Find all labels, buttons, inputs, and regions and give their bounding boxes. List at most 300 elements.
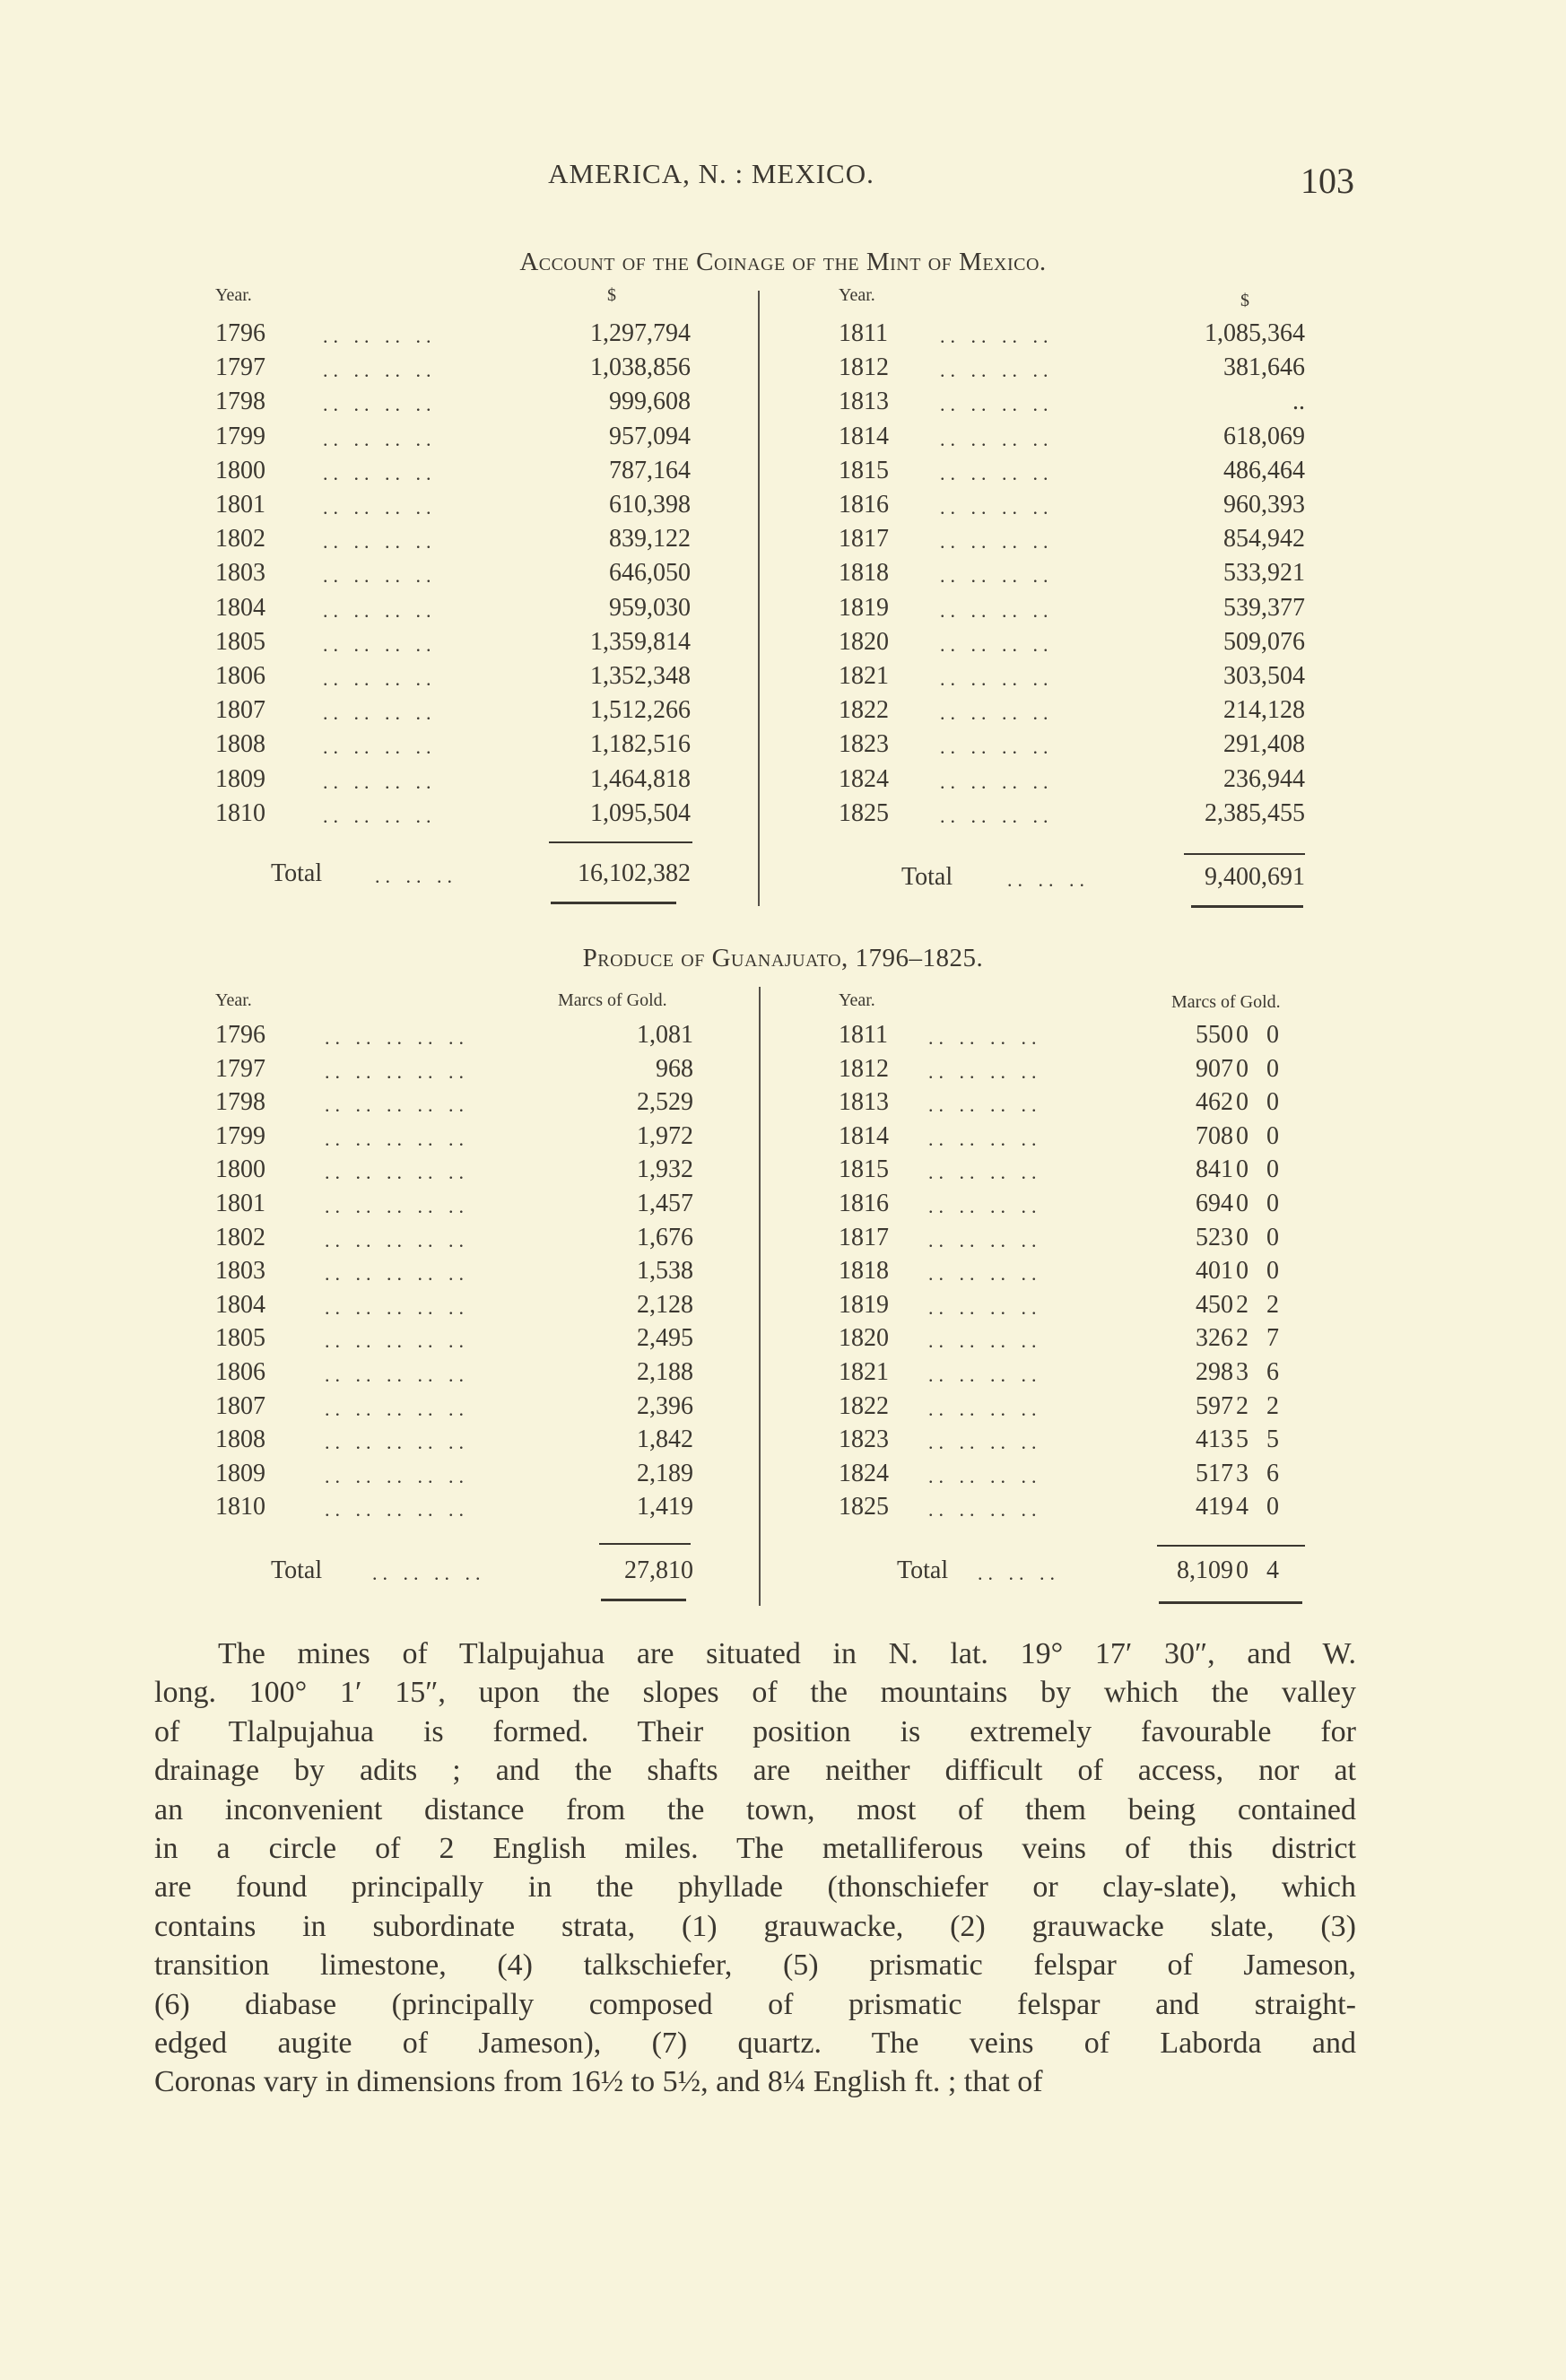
table-row: [215, 1324, 693, 1358]
ounces-cell: 0: [1236, 1088, 1248, 1117]
ounces-cell: 0: [1236, 1054, 1248, 1083]
leader-dots: .. .. .. ..: [928, 1431, 1042, 1454]
total-label: Total: [897, 1556, 949, 1584]
ochavas-cell: 2: [1266, 1290, 1279, 1319]
year-cell: 1822: [839, 1391, 889, 1420]
value-cell: 1,457: [637, 1190, 693, 1217]
table-row: [839, 765, 1305, 799]
year-cell: 1798: [215, 388, 265, 416]
table-row: [839, 594, 1305, 628]
ounces-cell: 4: [1236, 1493, 1248, 1521]
table-row: [839, 1224, 1305, 1258]
value-cell: 1,085,364: [1205, 319, 1305, 347]
ochavas-cell: 0: [1266, 1493, 1279, 1521]
year-cell: 1813: [839, 388, 889, 416]
year-cell: 1817: [839, 525, 889, 554]
year-cell: 1824: [839, 1459, 889, 1487]
value-cell: 2,188: [637, 1358, 693, 1386]
leader-dots: .. .. .. ..: [323, 804, 437, 827]
table-row: [215, 1425, 693, 1460]
year-cell: 1804: [215, 1290, 265, 1319]
ochavas-cell: 0: [1266, 1121, 1279, 1150]
body-paragraph: [154, 1635, 1356, 2102]
table-row: [839, 1190, 1305, 1224]
marcs-cell: 597: [1196, 1391, 1233, 1420]
year-cell: 1808: [215, 1425, 265, 1454]
value-header: $: [1240, 291, 1249, 310]
table-row: [215, 628, 691, 662]
sum-rule: [1184, 853, 1305, 855]
value-cell: 618,069: [1223, 422, 1305, 450]
table-row: [839, 1392, 1305, 1426]
text-line: drainage by adits ; and the shafts are neither difficult of access, nor at: [154, 1754, 1356, 1788]
total-marcs: 8,109: [1177, 1556, 1233, 1584]
leader-dots: .. .. .. ..: [928, 1464, 1042, 1487]
ounces-cell: 3: [1236, 1358, 1248, 1386]
ochavas-cell: 6: [1266, 1459, 1279, 1487]
leader-dots: .. .. .. ..: [323, 393, 437, 416]
value-cell: ..: [1292, 388, 1305, 416]
leader-dots: .. .. .. ..: [940, 770, 1054, 793]
text-line: transition limestone, (4) talkschiefer, (5) prismatic felspar of Jameson,: [154, 1948, 1356, 1983]
leader-dots: .. .. .. .. ..: [325, 1329, 469, 1353]
table-row: [839, 696, 1305, 730]
value-cell: 1,038,856: [590, 353, 691, 382]
table-row: [215, 319, 691, 353]
gold-table-title: Produce of Guanajuato, 1796–1825.: [582, 944, 984, 972]
table-row: [839, 423, 1305, 457]
page-number: 103: [1301, 161, 1354, 201]
year-header: Year.: [839, 990, 875, 1010]
table-row: [839, 388, 1305, 422]
year-cell: 1801: [215, 491, 265, 519]
ounces-cell: 2: [1236, 1324, 1248, 1353]
year-cell: 1818: [839, 1257, 889, 1286]
ochavas-cell: 0: [1266, 1021, 1279, 1049]
year-cell: 1816: [839, 1190, 889, 1217]
table-row: [215, 1021, 693, 1055]
leader-dots: .. .. .. ..: [323, 702, 437, 725]
year-header: Year.: [215, 990, 252, 1010]
total-ochavas: 4: [1266, 1556, 1279, 1584]
value-cell: 2,128: [637, 1290, 693, 1319]
value-cell: 1,095,504: [590, 798, 691, 827]
value-cell: 1,464,818: [590, 764, 691, 793]
total-label: Total: [901, 863, 953, 891]
leader-dots: .. .. ..: [375, 865, 457, 887]
leader-dots: .. .. .. ..: [323, 564, 437, 588]
value-cell: 1,359,814: [590, 627, 691, 656]
leader-dots: .. .. .. .. ..: [325, 1262, 469, 1286]
year-cell: 1799: [215, 422, 265, 450]
table-row: [839, 1021, 1305, 1055]
year-cell: 1802: [215, 525, 265, 554]
total-value: 16,102,382: [578, 859, 691, 887]
year-cell: 1816: [839, 491, 889, 519]
table-row: [215, 1257, 693, 1291]
table-row: [215, 799, 691, 833]
table-row: [839, 730, 1305, 764]
sum-rule: [1157, 1545, 1305, 1547]
ounces-cell: 0: [1236, 1021, 1248, 1049]
leader-dots: .. .. .. .. ..: [325, 1026, 469, 1049]
value-cell: 2,189: [637, 1459, 693, 1487]
leader-dots: .. .. .. ..: [940, 325, 1054, 347]
table-row: [215, 457, 691, 491]
leader-dots: .. .. .. ..: [928, 1059, 1042, 1083]
value-cell: 1,972: [637, 1121, 693, 1150]
table-row: [839, 1493, 1305, 1527]
year-cell: 1825: [839, 1493, 889, 1521]
year-cell: 1796: [215, 319, 265, 347]
leader-dots: .. .. .. ..: [928, 1295, 1042, 1319]
marcs-cell: 841: [1196, 1155, 1233, 1184]
year-cell: 1806: [215, 1358, 265, 1386]
text-line: The mines of Tlalpujahua are situated in N. lat. 19° 17′ 30″, and W.: [218, 1637, 1356, 1670]
value-header: Marcs of Gold.: [558, 990, 667, 1010]
year-cell: 1819: [839, 1290, 889, 1319]
leader-dots: .. .. .. ..: [940, 598, 1054, 622]
table-row: [839, 559, 1305, 593]
leader-dots: .. .. .. ..: [323, 461, 437, 484]
ochavas-cell: 5: [1266, 1425, 1279, 1454]
marcs-cell: 550: [1196, 1021, 1233, 1049]
marcs-cell: 523: [1196, 1223, 1233, 1251]
leader-dots: .. .. .. ..: [928, 1127, 1042, 1150]
value-cell: 1,932: [637, 1155, 693, 1184]
year-cell: 1807: [215, 696, 265, 725]
ochavas-cell: 0: [1266, 1088, 1279, 1117]
ounces-cell: 0: [1236, 1257, 1248, 1286]
value-cell: 381,646: [1223, 353, 1305, 382]
total-row: [215, 859, 691, 894]
leader-dots: .. .. .. ..: [323, 530, 437, 554]
ochavas-cell: 0: [1266, 1257, 1279, 1286]
year-cell: 1812: [839, 353, 889, 382]
leader-dots: .. .. .. ..: [928, 1026, 1042, 1049]
year-cell: 1814: [839, 422, 889, 450]
leader-dots: .. .. .. .. ..: [325, 1464, 469, 1487]
text-line: are found principally in the phyllade (thonschiefer or clay-slate), which: [154, 1870, 1356, 1905]
leader-dots: .. .. .. .. ..: [325, 1059, 469, 1083]
leader-dots: .. .. .. ..: [940, 804, 1054, 827]
leader-dots: .. .. .. .. ..: [325, 1364, 469, 1386]
double-rule: [1159, 1601, 1302, 1604]
leader-dots: .. .. .. .. ..: [325, 1127, 469, 1150]
year-cell: 1796: [215, 1021, 265, 1049]
year-cell: 1825: [839, 798, 889, 827]
leader-dots: .. .. .. ..: [323, 770, 437, 793]
year-cell: 1797: [215, 1054, 265, 1083]
value-cell: 2,495: [637, 1324, 693, 1353]
text-line: long. 100° 1′ 15″, upon the slopes of the mountains by which the valley: [154, 1676, 1356, 1710]
year-cell: 1803: [215, 1257, 265, 1286]
table-row: [839, 1088, 1305, 1122]
table-row: [839, 319, 1305, 353]
running-head: AMERICA, N. : MEXICO.: [548, 158, 874, 189]
value-cell: 303,504: [1223, 662, 1305, 690]
leader-dots: .. .. .. ..: [323, 632, 437, 656]
year-header: Year.: [839, 285, 875, 305]
ounces-cell: 5: [1236, 1425, 1248, 1454]
table-row: [215, 423, 691, 457]
year-cell: 1823: [839, 1425, 889, 1454]
year-cell: 1817: [839, 1223, 889, 1251]
leader-dots: .. .. .. ..: [323, 496, 437, 519]
marcs-cell: 413: [1196, 1425, 1233, 1454]
ounces-cell: 2: [1236, 1290, 1248, 1319]
table-row: [215, 388, 691, 422]
ounces-cell: 0: [1236, 1190, 1248, 1217]
year-cell: 1815: [839, 1155, 889, 1184]
ounces-cell: 0: [1236, 1223, 1248, 1251]
year-cell: 1808: [215, 730, 265, 759]
leader-dots: .. .. .. ..: [940, 393, 1054, 416]
table-row: [215, 765, 691, 799]
value-header: $: [607, 285, 616, 305]
value-cell: 1,081: [637, 1021, 693, 1049]
total-row: [215, 1556, 693, 1591]
table-row: [215, 1460, 693, 1494]
value-cell: 291,408: [1223, 730, 1305, 759]
table-row: [839, 1257, 1305, 1291]
marcs-cell: 462: [1196, 1088, 1233, 1117]
leader-dots: .. .. .. ..: [940, 702, 1054, 725]
value-cell: 1,182,516: [590, 730, 691, 759]
leader-dots: .. .. .. ..: [323, 598, 437, 622]
table-row: [839, 525, 1305, 559]
table-row: [215, 696, 691, 730]
table-row: [215, 525, 691, 559]
table-row: [215, 1224, 693, 1258]
table-row: [839, 353, 1305, 388]
text-line: edged augite of Jameson), (7) quartz. The veins of Laborda and: [154, 2027, 1356, 2061]
year-cell: 1807: [215, 1391, 265, 1420]
value-cell: 1,297,794: [590, 319, 691, 347]
leader-dots: .. .. .. ..: [940, 667, 1054, 690]
table-row: [215, 1088, 693, 1122]
table-row: [215, 1291, 693, 1325]
marcs-cell: 401: [1196, 1257, 1233, 1286]
leader-dots: .. .. .. ..: [928, 1228, 1042, 1251]
table-row: [839, 662, 1305, 696]
table-row: [215, 1493, 693, 1527]
leader-dots: .. .. .. ..: [928, 1094, 1042, 1117]
table-row: [215, 730, 691, 764]
table-row: [215, 1392, 693, 1426]
marcs-cell: 517: [1196, 1459, 1233, 1487]
leader-dots: .. .. .. .. ..: [325, 1228, 469, 1251]
table-row: [839, 1122, 1305, 1156]
year-cell: 1815: [839, 456, 889, 484]
leader-dots: .. .. .. .. ..: [325, 1295, 469, 1319]
year-cell: 1811: [839, 319, 888, 347]
total-value: 9,400,691: [1205, 863, 1305, 891]
leader-dots: .. .. .. ..: [940, 496, 1054, 519]
value-cell: 2,385,455: [1205, 798, 1305, 827]
total-label: Total: [271, 859, 323, 887]
double-rule: [601, 1599, 686, 1601]
leader-dots: .. .. .. ..: [940, 632, 1054, 656]
value-cell: 1,419: [637, 1493, 693, 1521]
leader-dots: .. .. .. .. ..: [325, 1195, 469, 1217]
year-cell: 1805: [215, 1324, 265, 1353]
table-row: [839, 628, 1305, 662]
value-cell: 999,608: [609, 388, 691, 416]
marcs-cell: 298: [1196, 1358, 1233, 1386]
ounces-cell: 0: [1236, 1121, 1248, 1150]
leader-dots: .. .. .. .. ..: [325, 1498, 469, 1521]
value-cell: 839,122: [609, 525, 691, 554]
leader-dots: .. .. .. ..: [928, 1364, 1042, 1386]
leader-dots: .. .. .. ..: [928, 1498, 1042, 1521]
value-cell: 787,164: [609, 456, 691, 484]
table-row: [215, 1122, 693, 1156]
value-cell: 2,529: [637, 1088, 693, 1117]
year-cell: 1803: [215, 559, 265, 588]
column-divider: [759, 987, 761, 1606]
ochavas-cell: 0: [1266, 1223, 1279, 1251]
year-cell: 1812: [839, 1054, 889, 1083]
leader-dots: .. .. .. ..: [928, 1329, 1042, 1353]
text-line: (6) diabase (principally composed of prismatic felspar and straight-: [154, 1987, 1356, 2021]
value-cell: 646,050: [609, 559, 691, 588]
marcs-cell: 694: [1196, 1190, 1233, 1217]
year-cell: 1823: [839, 730, 889, 759]
ochavas-cell: 2: [1266, 1391, 1279, 1420]
year-cell: 1802: [215, 1223, 265, 1251]
ochavas-cell: 0: [1266, 1155, 1279, 1184]
year-cell: 1811: [839, 1021, 888, 1049]
sum-rule: [549, 841, 692, 843]
total-row: [839, 863, 1305, 897]
leader-dots: .. .. .. ..: [323, 359, 437, 382]
year-cell: 1821: [839, 1358, 889, 1386]
value-cell: 539,377: [1223, 593, 1305, 622]
year-cell: 1810: [215, 1493, 265, 1521]
leader-dots: .. .. .. ..: [323, 325, 437, 347]
year-header: Year.: [215, 285, 252, 305]
year-cell: 1798: [215, 1088, 265, 1117]
leader-dots: .. .. ..: [1007, 868, 1090, 891]
marcs-cell: 907: [1196, 1054, 1233, 1083]
year-cell: 1809: [215, 764, 265, 793]
year-cell: 1824: [839, 764, 889, 793]
year-cell: 1805: [215, 627, 265, 656]
ounces-cell: 3: [1236, 1459, 1248, 1487]
value-cell: 610,398: [609, 491, 691, 519]
value-cell: 1,512,266: [590, 696, 691, 725]
year-cell: 1820: [839, 1324, 889, 1353]
leader-dots: .. .. .. .. ..: [325, 1161, 469, 1184]
year-cell: 1818: [839, 559, 889, 588]
marcs-cell: 708: [1196, 1121, 1233, 1150]
table-row: [215, 353, 691, 388]
table-row: [839, 1324, 1305, 1358]
coinage-table-title: Account of the Coinage of the Mint of Mexico.: [519, 248, 1047, 276]
leader-dots: .. .. .. ..: [940, 461, 1054, 484]
value-cell: 960,393: [1223, 491, 1305, 519]
leader-dots: .. .. .. ..: [323, 427, 437, 450]
value-cell: 1,538: [637, 1257, 693, 1286]
year-cell: 1804: [215, 593, 265, 622]
table-row: [215, 559, 691, 593]
value-cell: 509,076: [1223, 627, 1305, 656]
year-cell: 1801: [215, 1190, 265, 1217]
value-cell: 1,352,348: [590, 662, 691, 690]
value-cell: 1,676: [637, 1223, 693, 1251]
value-cell: 2,396: [637, 1391, 693, 1420]
leader-dots: .. .. .. .. ..: [325, 1094, 469, 1117]
text-line: of Tlalpujahua is formed. Their position is extremely favourable for: [154, 1714, 1356, 1748]
text-line: contains in subordinate strata, (1) grauwacke, (2) grauwacke slate, (3): [154, 1909, 1356, 1943]
table-row: [839, 1460, 1305, 1494]
table-row: [839, 491, 1305, 525]
leader-dots: .. .. .. ..: [940, 359, 1054, 382]
leader-dots: .. .. .. ..: [940, 736, 1054, 759]
marcs-cell: 450: [1196, 1290, 1233, 1319]
value-cell: 214,128: [1223, 696, 1305, 725]
table-row: [215, 1055, 693, 1089]
table-row: [215, 594, 691, 628]
table-row: [839, 799, 1305, 833]
year-cell: 1821: [839, 662, 889, 690]
leader-dots: .. .. .. ..: [940, 564, 1054, 588]
total-value: 27,810: [624, 1556, 693, 1584]
value-cell: 486,464: [1223, 456, 1305, 484]
year-cell: 1810: [215, 798, 265, 827]
table-row: [215, 1190, 693, 1224]
table-row: [839, 1291, 1305, 1325]
total-label: Total: [271, 1556, 323, 1584]
total-row: [839, 1556, 1305, 1591]
ounces-cell: 0: [1236, 1155, 1248, 1184]
leader-dots: .. .. .. ..: [323, 736, 437, 759]
leader-dots: .. .. .. .. ..: [325, 1397, 469, 1420]
leader-dots: .. .. .. ..: [940, 427, 1054, 450]
table-row: [215, 662, 691, 696]
sum-rule: [599, 1543, 691, 1545]
text-line: Coronas vary in dimensions from 16½ to 5½, and 8¼ English ft. ; that of: [154, 2065, 1043, 2099]
total-ounces: 0: [1236, 1556, 1248, 1584]
double-rule: [551, 902, 676, 904]
leader-dots: .. .. .. ..: [928, 1397, 1042, 1420]
value-cell: 959,030: [609, 593, 691, 622]
year-cell: 1822: [839, 696, 889, 725]
table-row: [215, 491, 691, 525]
leader-dots: .. .. .. ..: [372, 1562, 486, 1584]
value-cell: 957,094: [609, 422, 691, 450]
year-cell: 1797: [215, 353, 265, 382]
table-row: [839, 457, 1305, 491]
marcs-cell: 326: [1196, 1324, 1233, 1353]
marcs-cell: 419: [1196, 1493, 1233, 1521]
year-cell: 1800: [215, 1155, 265, 1184]
year-cell: 1800: [215, 456, 265, 484]
leader-dots: .. .. .. ..: [928, 1195, 1042, 1217]
value-cell: 236,944: [1223, 764, 1305, 793]
leader-dots: .. .. .. ..: [940, 530, 1054, 554]
table-row: [839, 1055, 1305, 1089]
table-row: [215, 1155, 693, 1190]
year-cell: 1814: [839, 1121, 889, 1150]
year-cell: 1799: [215, 1121, 265, 1150]
text-line: in a circle of 2 English miles. The metalliferous veins of this district: [154, 1832, 1356, 1866]
year-cell: 1809: [215, 1459, 265, 1487]
leader-dots: .. .. .. ..: [323, 667, 437, 690]
value-cell: 968: [656, 1054, 693, 1083]
value-cell: 533,921: [1223, 559, 1305, 588]
